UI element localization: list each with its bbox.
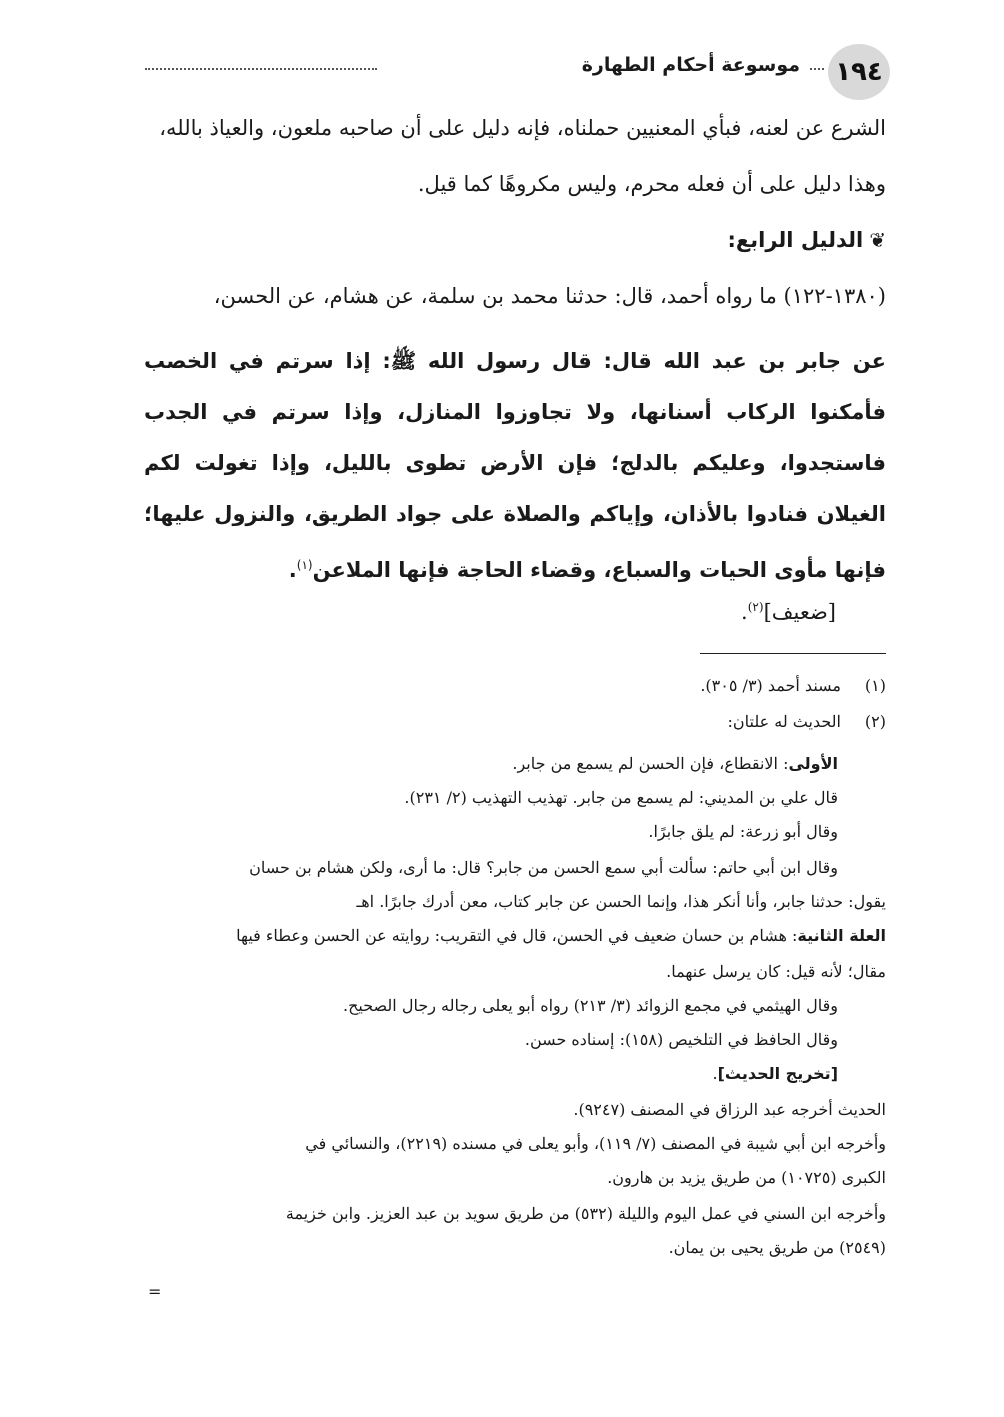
body-line-2: وهذا دليل على أن فعله محرم، وليس مكروهًا كما قيل. (417, 172, 886, 196)
fn-line-2: قال علي بن المديني: لم يسمع من جابر. تهذيب التهذيب (٢/ ٢٣١). (404, 788, 838, 807)
fn-line-1 (144, 754, 838, 773)
leaf-bullet-icon: ❦ (869, 228, 886, 252)
footnote-ref-1[interactable]: (١) (296, 558, 313, 572)
footnote-2-number: (٢) (864, 712, 886, 731)
hadith-body: عن جابر بن عبد الله قال: قال رسول الله ﷺ: إذا سرتم في الخصب فأمكنوا الركاب أسنانها، ولا تجاوزوا المنازل، وإذا سرتم في الجدب فاستجدوا، وعليكم بالدلج؛ فإن الأرض تطوى بالليل، وإذا تغولت لكم الغيلان فنادوا بالأذان، وإياكم والصلاة على جواد الطريق، والنزول عليها؛ فإنها مأوى الحيات والسباع، وقضاء الحاجة فإنها الملاعن (144, 349, 886, 582)
fn-line-9: وقال الحافظ في التلخيص (١٥٨): إسناده حسن. (524, 1030, 838, 1049)
fn-line-6-bold: العلة الثانية (797, 926, 886, 945)
section-heading-text: الدليل الرابع: (727, 228, 864, 252)
fn-line-4: وقال ابن أبي حاتم: سألت أبي سمع الحسن من جابر؟ قال: ما أرى، ولكن هشام بن حسان (249, 858, 838, 877)
header-dots-right (806, 68, 824, 70)
fn-line-3: وقال أبو زرعة: لم يلق جابرًا. (648, 822, 838, 841)
footnote-1 (144, 676, 886, 695)
section-heading (144, 228, 886, 252)
fn-line-10-end: . (712, 1064, 718, 1083)
fn-line-11: الحديث أخرجه عبد الرزاق في المصنف (٩٢٤٧). (573, 1100, 886, 1119)
fn-line-13: الكبرى (١٠٧٢٥) من طريق يزيد بن هارون. (607, 1168, 886, 1187)
page-header (145, 40, 890, 100)
footnote-separator (700, 653, 886, 654)
page-number-badge: ١٩٤ (828, 44, 890, 100)
header-dots-left (145, 68, 377, 70)
fn-line-6-text: : هشام بن حسان ضعيف في الحسن، قال في التقريب: روايته عن الحسن وعطاء فيها (236, 926, 798, 945)
fn-line-8: وقال الهيثمي في مجمع الزوائد (٣/ ٢١٣) رواه أبو يعلى رجاله رجال الصحيح. (342, 996, 838, 1015)
body-line-1: الشرع عن لعنه، فبأي المعنيين حملناه، فإنه دليل على أن صاحبه ملعون، والعياذ بالله، (159, 116, 886, 140)
fn-line-7: مقال؛ لأنه قيل: كان يرسل عنهما. (666, 962, 886, 981)
fn-line-14: وأخرجه ابن السني في عمل اليوم والليلة (٥٣٢) من طريق سويد بن عبد العزيز. وابن خزيمة (285, 1204, 886, 1223)
fn-line-1-text: : الانقطاع، فإن الحسن لم يسمع من جابر. (512, 754, 789, 773)
isnad-line: (١٣٨٠-١٢٢) ما رواه أحمد، قال: حدثنا محمد بن سلمة، عن هشام، عن الحسن، (213, 284, 886, 308)
hadith-grade (94, 600, 836, 624)
fn-line-6 (144, 926, 886, 945)
fn-line-1-bold: الأولى (788, 754, 838, 773)
fn-line-10 (144, 1064, 838, 1083)
book-title: موسوعة أحكام الطهارة (574, 54, 808, 76)
fn-line-10-bold: [تخريج الحديث] (717, 1064, 838, 1083)
footnote-1-number: (١) (864, 676, 886, 695)
hadith-end: . (288, 558, 297, 582)
fn-line-15: (٢٥٤٩) من طريق يحيى بن يمان. (668, 1238, 886, 1257)
grade-text: [ضعيف] (763, 600, 836, 624)
footnote-2-text: الحديث له علتان: (727, 712, 841, 731)
grade-end: . (741, 600, 748, 624)
continuation-mark: = (148, 1282, 162, 1301)
fn-line-12: وأخرجه ابن أبي شيبة في المصنف (٧/ ١١٩)، وأبو يعلى في مسنده (٢٢١٩)، والنسائي في (305, 1134, 886, 1153)
footnote-ref-2[interactable]: (٢) (747, 600, 764, 614)
hadith-text (144, 336, 886, 596)
footnote-1-text: مسند أحمد (٣/ ٣٠٥). (700, 676, 841, 695)
fn-line-5: يقول: حدثنا جابر، وأنا أنكر هذا، وإنما الحسن عن جابر كتاب، معن أدرك جابرًا. اهـ (356, 892, 886, 911)
footnote-2 (144, 712, 886, 731)
